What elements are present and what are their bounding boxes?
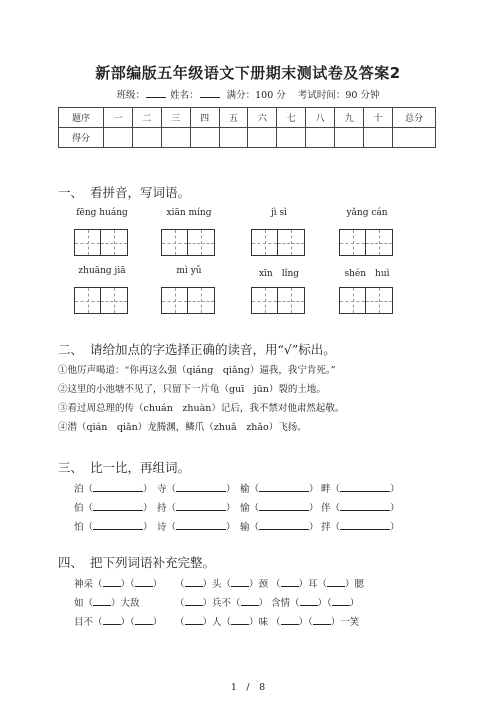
compare-item: 怕（ ） — [74, 522, 153, 533]
score-cell[interactable] — [190, 128, 219, 148]
pinyin-label: yǎng cán — [346, 208, 388, 218]
reading-line-2: ②这里的小池塘不见了，只留下一片龟（guī jūn）裂的土地。 — [58, 384, 326, 395]
score-header-cell: 四 — [190, 108, 219, 128]
tianzi-grid[interactable] — [339, 287, 393, 314]
idiom-blank[interactable] — [135, 578, 153, 587]
tianzi-cell[interactable] — [278, 229, 305, 256]
score-header-cell: 题序 — [59, 108, 104, 128]
idiom-blank[interactable] — [103, 578, 121, 587]
answer-blank[interactable] — [259, 521, 309, 530]
idiom-blank[interactable] — [313, 616, 331, 625]
pinyin-label: zhuāng jiā — [78, 266, 126, 276]
idiom-blank[interactable] — [327, 578, 345, 587]
idiom-item: （ ）头（ ）颈 — [175, 579, 269, 590]
idiom-item: （ ）兵不（ ） — [175, 598, 269, 609]
tianzi-cell[interactable] — [339, 229, 366, 256]
score-header-cell: 九 — [335, 108, 364, 128]
tianzi-grid[interactable] — [251, 229, 305, 256]
idiom-blank[interactable] — [241, 597, 259, 606]
pinyin-label: shén huì — [344, 269, 390, 279]
score-cell[interactable] — [393, 128, 436, 148]
score-cell[interactable] — [306, 128, 335, 148]
pinyin-label: jì sì — [270, 208, 288, 218]
tianzi-cell[interactable] — [188, 229, 215, 256]
score-header-cell: 七 — [277, 108, 306, 128]
tianzi-cell[interactable] — [366, 287, 393, 314]
page-number: 1 / 8 — [230, 682, 266, 693]
score-header-cell: 八 — [306, 108, 335, 128]
tianzi-grid[interactable] — [339, 229, 393, 256]
tianzi-cell[interactable] — [101, 229, 128, 256]
reading-line-3: ③看过周总理的传（chuán zhuàn）记后，我不禁对他肃然起敬。 — [58, 403, 345, 414]
score-cell[interactable] — [132, 128, 161, 148]
tianzi-cell[interactable] — [366, 229, 393, 256]
score-cell[interactable] — [161, 128, 190, 148]
compare-item: 畔（ ） — [321, 484, 400, 495]
compare-item: 输（ ） — [240, 522, 319, 533]
score-table — [58, 107, 436, 148]
score-header-cell: 三 — [161, 108, 190, 128]
answer-blank[interactable] — [176, 502, 226, 511]
tianzi-cell[interactable] — [74, 229, 101, 256]
score-header-cell: 一 — [104, 108, 133, 128]
idiom-blank[interactable] — [185, 578, 203, 587]
pinyin-label: xiān míng — [166, 208, 212, 218]
exam-time: 考试时间：90 分钟 — [297, 90, 380, 101]
idiom-blank[interactable] — [281, 616, 299, 625]
pinyin-label: fēng huáng — [76, 208, 128, 218]
compare-item: 诗（ ） — [157, 522, 236, 533]
tianzi-cell[interactable] — [161, 287, 188, 314]
idiom-blank[interactable] — [135, 616, 153, 625]
tianzi-cell[interactable] — [188, 287, 215, 314]
score-cell[interactable] — [219, 128, 248, 148]
answer-blank[interactable] — [93, 483, 143, 492]
idiom-item: （ ）耳（ ）腮 — [271, 579, 365, 590]
compare-item: 伯（ ） — [74, 503, 153, 514]
idiom-item: （ ）（ ）一笑 — [271, 617, 360, 628]
pinyin-label: xīn lǐng — [258, 269, 300, 279]
tianzi-grid[interactable] — [251, 287, 305, 314]
idiom-blank[interactable] — [300, 597, 318, 606]
score-cell[interactable] — [104, 128, 133, 148]
answer-blank[interactable] — [259, 483, 309, 492]
idiom-item: 目不（ ）（ ） — [74, 617, 163, 628]
idiom-blank[interactable] — [103, 616, 121, 625]
idiom-blank[interactable] — [185, 597, 203, 606]
compare-item: 愉（ ） — [240, 503, 319, 514]
reading-line-1: ①他厉声喝道：“你再这么强（qiáng qiǎng）逼我，我宁肯死。” — [58, 365, 336, 376]
score-cell[interactable] — [248, 128, 277, 148]
tianzi-cell[interactable] — [74, 287, 101, 314]
tianzi-cell[interactable] — [161, 229, 188, 256]
answer-blank[interactable] — [340, 483, 390, 492]
idiom-blank[interactable] — [231, 578, 249, 587]
idiom-item: 如（ ）大敌 — [74, 598, 140, 609]
score-header-cell: 二 — [132, 108, 161, 128]
exam-info — [0, 87, 496, 101]
class-label: 班级： — [116, 90, 146, 101]
tianzi-grid[interactable] — [161, 229, 215, 256]
class-blank — [146, 88, 166, 98]
page-title: 新部编版五年级语文下册期末测试卷及答案2 — [95, 64, 401, 82]
idiom-item: 神采（ ）（ ） — [74, 579, 163, 590]
score-cell[interactable] — [364, 128, 393, 148]
answer-blank[interactable] — [93, 502, 143, 511]
pinyin-label: mì yǔ — [176, 266, 202, 276]
name-label: 姓名： — [170, 90, 199, 101]
compare-item: 泊（ ） — [74, 484, 153, 495]
idiom-item: （ ）人（ ）味 — [175, 617, 269, 628]
name-blank — [200, 88, 220, 98]
score-header-cell: 十 — [364, 108, 393, 128]
answer-blank[interactable] — [176, 521, 226, 530]
full-score: 满分：100 分 — [226, 90, 286, 101]
score-header-cell: 总分 — [393, 108, 436, 128]
answer-blank[interactable] — [340, 521, 390, 530]
compare-item: 榆（ ） — [240, 484, 319, 495]
section-1-heading: 一、 看拼音，写词语。 — [58, 185, 191, 200]
compare-item: 寺（ ） — [157, 484, 236, 495]
idiom-blank[interactable] — [185, 616, 203, 625]
section-4-heading: 四、 把下列词语补充完整。 — [58, 555, 216, 570]
tianzi-cell[interactable] — [101, 287, 128, 314]
tianzi-cell[interactable] — [278, 287, 305, 314]
compare-item: 持（ ） — [157, 503, 236, 514]
score-cell[interactable] — [277, 128, 306, 148]
tianzi-grid[interactable] — [74, 287, 128, 314]
section-2-heading: 二、 请给加点的字选择正确的读音，用“√”标出。 — [58, 342, 336, 357]
answer-blank[interactable] — [93, 521, 143, 530]
idiom-blank[interactable] — [93, 597, 111, 606]
compare-item: 拌（ ） — [321, 522, 400, 533]
idiom-blank[interactable] — [231, 616, 249, 625]
tianzi-cell[interactable] — [251, 229, 278, 256]
score-cell[interactable] — [335, 128, 364, 148]
compare-item: 伴（ ） — [321, 503, 400, 514]
idiom-blank[interactable] — [281, 578, 299, 587]
score-row-label: 得分 — [59, 128, 104, 148]
tianzi-cell[interactable] — [251, 287, 278, 314]
answer-blank[interactable] — [340, 502, 390, 511]
tianzi-grid[interactable] — [161, 287, 215, 314]
answer-blank[interactable] — [259, 502, 309, 511]
tianzi-cell[interactable] — [339, 287, 366, 314]
score-header-cell: 五 — [219, 108, 248, 128]
score-header-cell: 六 — [248, 108, 277, 128]
reading-line-4: ④潜（qián qiǎn）龙腾渊，鳞爪（zhuǎ zhǎo）飞扬。 — [58, 422, 307, 433]
answer-blank[interactable] — [176, 483, 226, 492]
idiom-item: 含情（ ）（ ） — [271, 598, 360, 609]
section-3-heading: 三、 比一比，再组词。 — [58, 460, 191, 475]
tianzi-grid[interactable] — [74, 229, 128, 256]
idiom-blank[interactable] — [332, 597, 350, 606]
